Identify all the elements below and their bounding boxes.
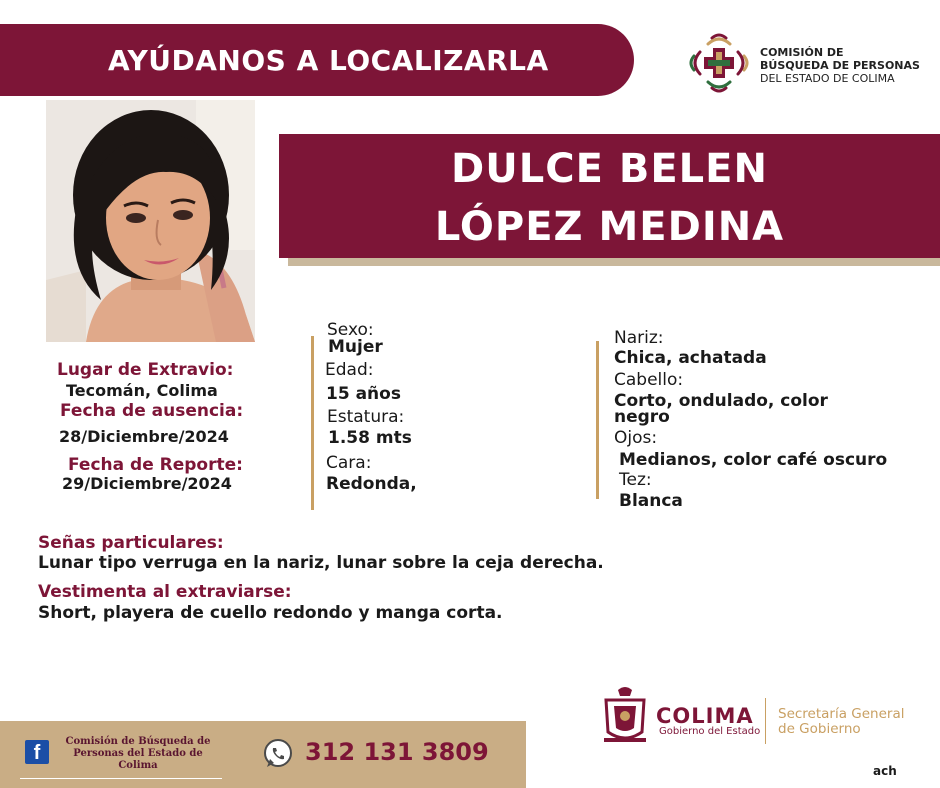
estatura-value: 1.58 mts [328, 428, 412, 448]
colima-wordmark: COLIMA [656, 704, 754, 728]
ojos-label: Ojos: [614, 428, 658, 448]
middle-divider [311, 336, 314, 510]
reporte-label: Fecha de Reporte: [68, 455, 243, 475]
secretaria-line-2: de Gobierno [778, 721, 861, 737]
contact-underline [20, 778, 222, 779]
cabello-value-line-2: negro [614, 407, 670, 427]
colima-seal-icon [602, 684, 648, 746]
agency-logo-icon [686, 30, 752, 96]
right-divider [596, 341, 599, 499]
vestimenta-label: Vestimenta al extraviarse: [38, 582, 292, 602]
secretaria-line-1: Secretaría General [778, 706, 905, 722]
agency-name [760, 46, 920, 85]
colima-subtitle: Gobierno del Estado [659, 726, 761, 737]
sexo-label: Sexo: [327, 320, 374, 340]
lugar-value: Tecomán, Colima [66, 381, 218, 400]
ausencia-label: Fecha de ausencia: [60, 401, 244, 421]
fb-name-line-1: Comisión de Búsqueda de [65, 736, 211, 747]
whatsapp-icon[interactable] [262, 738, 294, 770]
person-photo [46, 100, 255, 342]
facebook-icon[interactable]: f [25, 740, 49, 764]
reporte-value: 29/Diciembre/2024 [62, 474, 232, 493]
secretaria-name [778, 707, 905, 737]
author-tag: ach [873, 764, 897, 778]
nariz-value: Chica, achatada [614, 348, 767, 368]
ausencia-value: 28/Diciembre/2024 [59, 427, 229, 446]
senas-label: Señas particulares: [38, 533, 224, 553]
agency-line-1: COMISIÓN DE [760, 46, 844, 59]
phone-number[interactable]: 312 131 3809 [305, 738, 489, 766]
lugar-label: Lugar de Extravio: [57, 360, 234, 380]
tez-label: Tez: [619, 470, 652, 490]
vestimenta-value: Short, playera de cuello redondo y manga corta. [38, 603, 503, 623]
edad-label: Edad: [325, 360, 374, 380]
logo-separator [765, 698, 766, 744]
top-banner [0, 24, 634, 96]
facebook-page-name[interactable] [54, 736, 222, 772]
person-first-names: DULCE BELEN [451, 146, 768, 192]
person-surnames: LÓPEZ MEDINA [434, 204, 785, 250]
edad-value: 15 años [326, 384, 401, 404]
ojos-value: Medianos, color café oscuro [619, 450, 888, 470]
tez-value: Blanca [619, 491, 683, 511]
cabello-value-line-1: Corto, ondulado, color [614, 391, 828, 411]
banner-title: AYÚDANOS A LOCALIZARLA [108, 44, 549, 77]
fb-name-line-3: Colima [118, 760, 158, 771]
name-banner [279, 134, 940, 258]
estatura-label: Estatura: [327, 407, 405, 427]
senas-value: Lunar tipo verruga en la nariz, lunar sobre la ceja derecha. [38, 553, 604, 573]
cabello-label: Cabello: [614, 370, 684, 390]
cara-value: Redonda, [326, 474, 417, 494]
agency-line-2: BÚSQUEDA DE PERSONAS [760, 59, 920, 72]
sexo-value: Mujer [328, 337, 383, 357]
fb-name-line-2: Personas del Estado de [73, 748, 203, 759]
agency-line-3: DEL ESTADO DE COLIMA [760, 72, 895, 85]
cara-label: Cara: [326, 453, 372, 473]
nariz-label: Nariz: [614, 328, 664, 348]
